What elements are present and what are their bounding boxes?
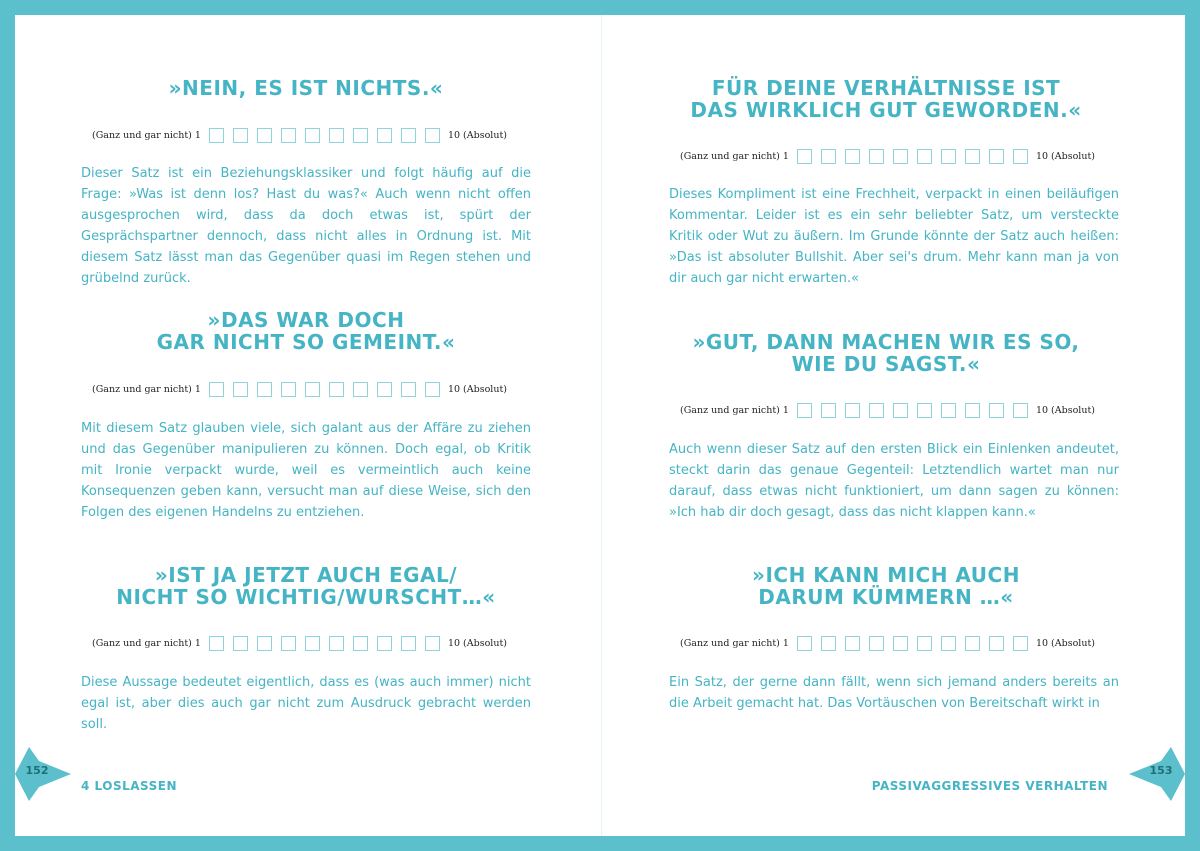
rating-scale — [680, 148, 1095, 164]
rating-checkbox — [209, 636, 224, 651]
rating-checkbox — [425, 382, 440, 397]
section-heading: »ICH KANN MICH AUCH DARUM KÜMMERN …« — [752, 563, 1020, 609]
rating-checkbox — [233, 128, 248, 143]
section-heading: »NEIN, ES IST NICHTS.« — [168, 76, 444, 100]
rating-checkbox — [797, 149, 812, 164]
rating-checkbox — [377, 128, 392, 143]
section-heading: »IST JA JETZT AUCH EGAL/ NICHT SO WICHTIG/WURSCHT…« — [116, 563, 496, 609]
book-spread — [15, 15, 1185, 836]
rating-checkbox — [821, 403, 836, 418]
rating-boxes — [797, 149, 1028, 164]
rating-checkbox — [965, 403, 980, 418]
scale-high-label: 10 (Absolut) — [1035, 150, 1095, 162]
scale-low-label: (Ganz und gar nicht) 1 — [92, 129, 201, 141]
scale-high-label: 10 (Absolut) — [447, 637, 507, 649]
rating-scale — [680, 635, 1095, 651]
section-text: Ein Satz, der gerne dann fällt, wenn sich jemand anders bereits an die Arbeit gemacht hat. Das Vortäuschen von Bereitschaft wirkt in — [669, 675, 1119, 711]
rating-checkbox — [353, 128, 368, 143]
chapter-label: 4 LOSLASSEN — [81, 779, 178, 793]
rating-checkbox — [209, 382, 224, 397]
section-text: Mit diesem Satz glauben viele, sich galant aus der Affäre zu ziehen und das Gegenüber manipulieren zu können. Doch egal, ob Kritik mit Ironie verpackt wurde, weil es vermeintlich auch keine Konsequenzen geben kann, versucht man auf diese Weise, sich den Folgen des eigenen Handelns zu entziehen. — [81, 421, 531, 520]
rating-checkbox — [917, 636, 932, 651]
rating-checkbox — [989, 149, 1004, 164]
page-number-tab-left — [15, 743, 71, 809]
left-page — [15, 15, 575, 836]
rating-checkbox — [917, 149, 932, 164]
rating-checkbox — [917, 403, 932, 418]
right-page — [603, 15, 1163, 836]
rating-checkbox — [281, 128, 296, 143]
rating-checkbox — [893, 636, 908, 651]
rating-checkbox — [329, 382, 344, 397]
rating-checkbox — [845, 149, 860, 164]
rating-checkbox — [233, 636, 248, 651]
rating-checkbox — [821, 149, 836, 164]
rating-checkbox — [869, 403, 884, 418]
rating-checkbox — [965, 636, 980, 651]
rating-scale — [92, 127, 507, 143]
rating-checkbox — [965, 149, 980, 164]
page-number-tab-right — [1129, 743, 1185, 809]
section-heading: »GUT, DANN MACHEN WIR ES SO, WIE DU SAGST.« — [692, 330, 1080, 376]
rating-checkbox — [797, 636, 812, 651]
rating-checkbox — [401, 382, 416, 397]
rating-checkbox — [797, 403, 812, 418]
section-text: Diese Aussage bedeutet eigentlich, dass es (was auch immer) nicht egal ist, aber dies auch gar nicht zum Ausdruck gebracht werden soll. — [81, 675, 531, 732]
scale-high-label: 10 (Absolut) — [1035, 404, 1095, 416]
rating-checkbox — [257, 128, 272, 143]
scale-low-label: (Ganz und gar nicht) 1 — [92, 637, 201, 649]
rating-checkbox — [989, 636, 1004, 651]
rating-scale — [92, 381, 507, 397]
rating-checkbox — [989, 403, 1004, 418]
rating-checkbox — [941, 636, 956, 651]
section-heading: »DAS WAR DOCH GAR NICHT SO GEMEINT.« — [156, 308, 456, 354]
rating-checkbox — [821, 636, 836, 651]
rating-boxes — [797, 636, 1028, 651]
rating-checkbox — [1013, 149, 1028, 164]
rating-checkbox — [869, 636, 884, 651]
rating-checkbox — [353, 382, 368, 397]
rating-checkbox — [329, 636, 344, 651]
rating-checkbox — [401, 636, 416, 651]
rating-boxes — [797, 403, 1028, 418]
gutter — [601, 15, 602, 836]
rating-checkbox — [257, 636, 272, 651]
page-number: 152 — [25, 764, 49, 777]
rating-checkbox — [377, 636, 392, 651]
section-text: Auch wenn dieser Satz auf den ersten Blick ein Einlenken andeutet, steckt darin das genaue Gegenteil: Letztendlich wartet man nur darauf, dass etwas nicht funktioniert, um dann sagen zu können: »Ich hab dir doch gesagt, dass das nicht klappen kann.« — [669, 442, 1119, 520]
scale-high-label: 10 (Absolut) — [1035, 637, 1095, 649]
rating-boxes — [209, 636, 440, 651]
section-text: Dieses Kompliment ist eine Frechheit, verpackt in einen beiläufigen Kommentar. Leider ist es ein sehr beliebter Satz, um versteckte Kritik oder Wut zu äußern. Im Grunde könnte der Satz auch heißen: »Das ist absoluter Bullshit. Aber sei's drum. Mehr kann man ja von dir auch gar nicht erwarten.« — [669, 187, 1119, 286]
rating-checkbox — [1013, 403, 1028, 418]
rating-checkbox — [845, 403, 860, 418]
rating-checkbox — [893, 149, 908, 164]
rating-checkbox — [305, 636, 320, 651]
rating-checkbox — [377, 382, 392, 397]
rating-checkbox — [281, 636, 296, 651]
rating-checkbox — [869, 149, 884, 164]
rating-checkbox — [1013, 636, 1028, 651]
rating-scale — [92, 635, 507, 651]
rating-checkbox — [257, 382, 272, 397]
rating-checkbox — [209, 128, 224, 143]
rating-checkbox — [893, 403, 908, 418]
scale-low-label: (Ganz und gar nicht) 1 — [680, 637, 789, 649]
rating-checkbox — [941, 149, 956, 164]
scale-low-label: (Ganz und gar nicht) 1 — [680, 150, 789, 162]
scale-low-label: (Ganz und gar nicht) 1 — [92, 383, 201, 395]
page-number: 153 — [1149, 764, 1173, 777]
scale-high-label: 10 (Absolut) — [447, 383, 507, 395]
rating-checkbox — [941, 403, 956, 418]
rating-checkbox — [233, 382, 248, 397]
scale-high-label: 10 (Absolut) — [447, 129, 507, 141]
rating-checkbox — [329, 128, 344, 143]
section-heading: FÜR DEINE VERHÄLTNISSE IST DAS WIRKLICH GUT GEWORDEN.« — [690, 76, 1082, 122]
rating-checkbox — [401, 128, 416, 143]
section-text: Dieser Satz ist ein Beziehungsklassiker und folgt häufig auf die Frage: »Was ist denn los? Hast du was?« Auch wenn nicht offen ausgesprochen wird, dass da doch etwas ist, spürt der Gesprächspartner dennoch, dass nicht alles in Ordnung ist. Mit diesem Satz lässt man das Gegenüber quasi im Regen stehen und grübelnd zurück. — [81, 166, 531, 286]
rating-boxes — [209, 382, 440, 397]
rating-checkbox — [305, 382, 320, 397]
rating-checkbox — [281, 382, 296, 397]
rating-checkbox — [425, 128, 440, 143]
scale-low-label: (Ganz und gar nicht) 1 — [680, 404, 789, 416]
rating-checkbox — [353, 636, 368, 651]
rating-checkbox — [845, 636, 860, 651]
rating-boxes — [209, 128, 440, 143]
rating-checkbox — [305, 128, 320, 143]
chapter-label: PASSIVAGGRESSIVES VERHALTEN — [871, 779, 1108, 793]
rating-checkbox — [425, 636, 440, 651]
rating-scale — [680, 402, 1095, 418]
